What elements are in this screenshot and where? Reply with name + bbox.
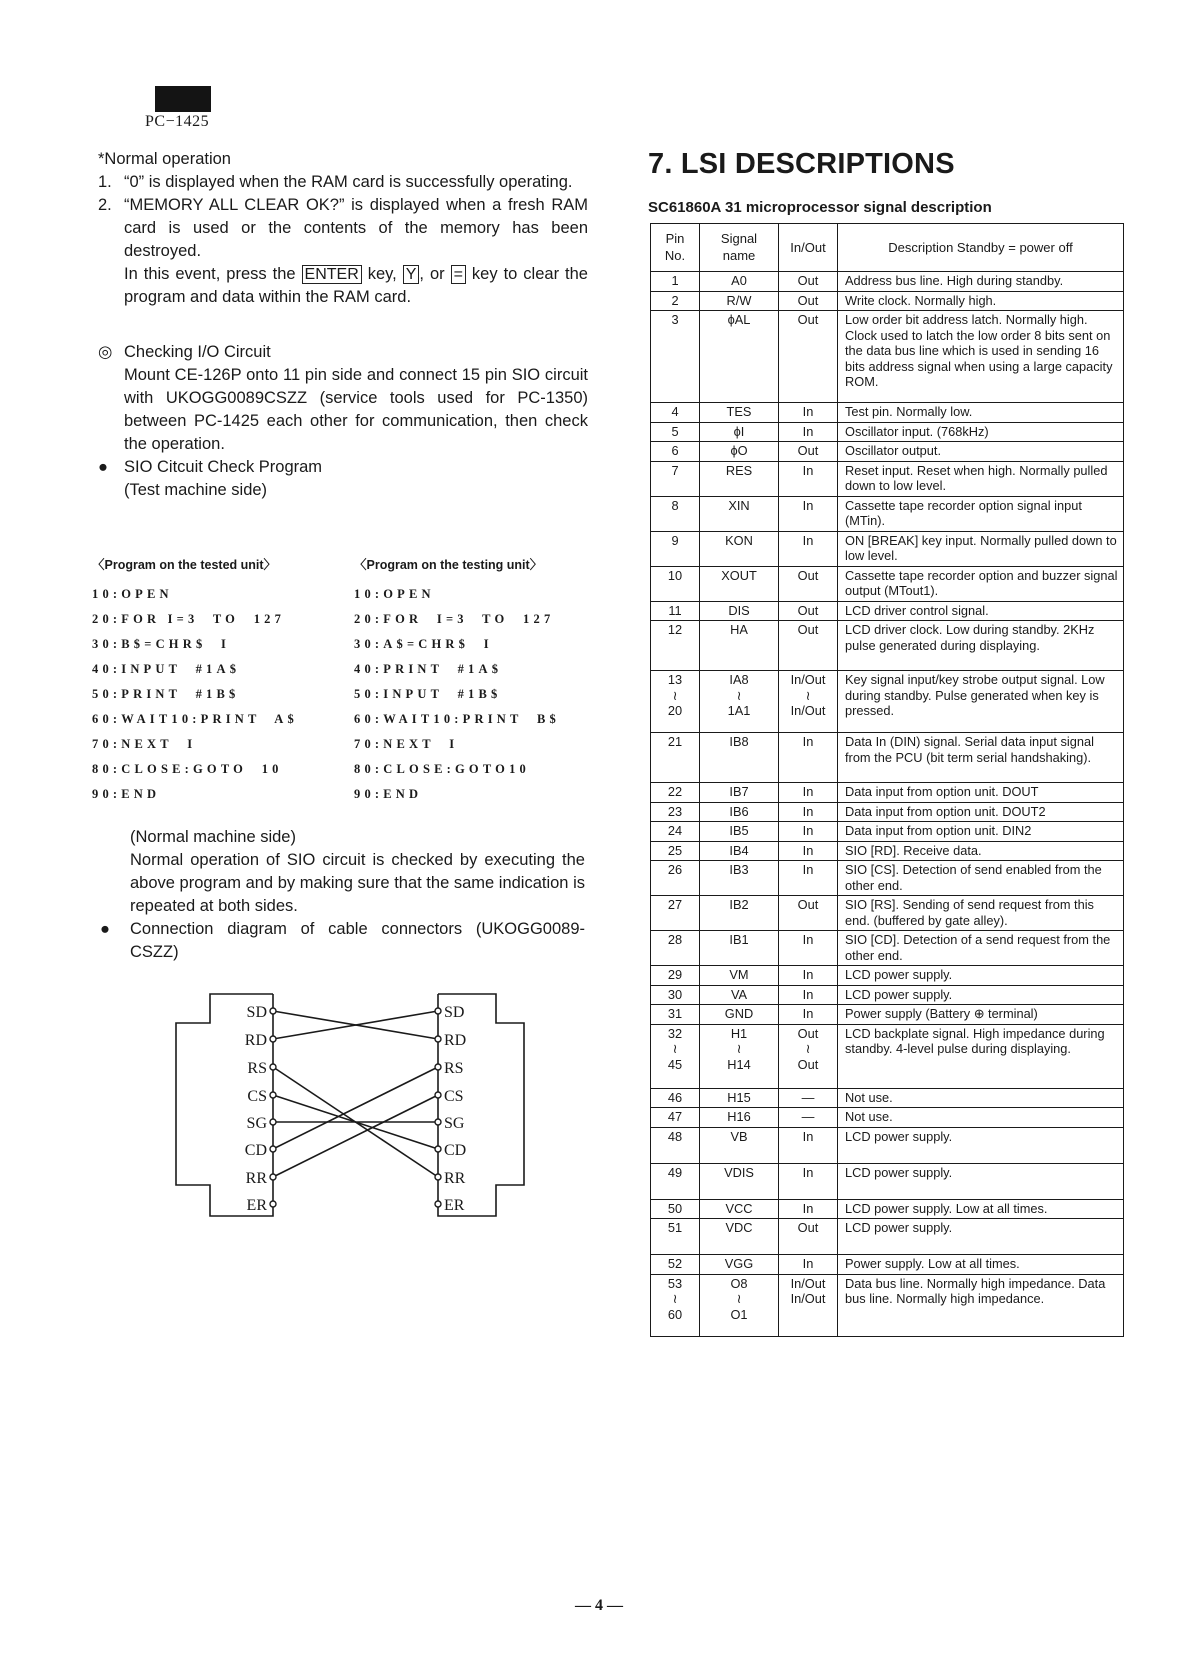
code-line: 30:A$=CHR$ I: [354, 637, 493, 651]
table-row: [651, 1127, 1124, 1163]
io-cell: Out: [779, 601, 838, 621]
io-cell: In: [779, 733, 838, 783]
sio-program-subtitle: (Test machine side): [124, 481, 268, 499]
code-line: 40:PRINT #1A$: [354, 662, 503, 676]
signal-cell: VDC: [700, 1219, 779, 1255]
column-header-signal: Signal name: [700, 224, 779, 272]
signal-cell: O8 ≀ O1: [700, 1274, 779, 1336]
signal-cell: XOUT: [700, 566, 779, 601]
signal-cell: ϕAL: [700, 311, 779, 403]
io-cell: In: [779, 802, 838, 822]
program-tested-unit: 〈Program on the tested unit〉 10:OPEN 20:FOR I=3 TO 127 30:B$=CHR$ I 40:INPUT #1A$ 50:PRINT #1B$ 60:WAIT10:PRINT A$ 70:NEXT I 80:CLOSE:GOTO 10 90:END: [92, 555, 298, 807]
normal-side-section: [100, 826, 585, 964]
pin-cell: 49: [651, 1163, 700, 1199]
io-cell: In: [779, 422, 838, 442]
cable-connection-diagram: [170, 978, 530, 1228]
io-cell: —: [779, 1088, 838, 1108]
io-cell: Out: [779, 1219, 838, 1255]
left-pin-label: CD: [244, 1142, 267, 1159]
code-line: 20:FOR I=3 TO 127: [92, 612, 286, 626]
io-cell: In: [779, 496, 838, 531]
signal-cell: A0: [700, 272, 779, 292]
signal-cell: H15: [700, 1088, 779, 1108]
signal-cell: H1 ≀ H14: [700, 1024, 779, 1088]
description-cell: Write clock. Normally high.: [838, 291, 1124, 311]
description-cell: Low order bit address latch. Normally high. Clock used to latch the low order 8 bits sent on the data bus line which is used in sending 16 bits address signal when using a large capacity ROM.: [838, 311, 1124, 403]
code-line: 90:END: [92, 787, 161, 801]
left-pin-label: SG: [246, 1115, 267, 1132]
table-row: [651, 601, 1124, 621]
pin-cell: 9: [651, 531, 700, 566]
io-cell: Out: [779, 311, 838, 403]
table-row: [651, 1108, 1124, 1128]
signal-cell: HA: [700, 621, 779, 671]
io-cell: Out: [779, 442, 838, 462]
io-cell: In: [779, 403, 838, 423]
description-cell: Address bus line. High during standby.: [838, 272, 1124, 292]
table-row: [651, 861, 1124, 896]
pin-cell: 2: [651, 291, 700, 311]
section-subtitle: SC61860A 31 microprocessor signal description: [648, 199, 992, 216]
io-cell: In: [779, 531, 838, 566]
code-line: 60:WAIT10:PRINT B$: [354, 712, 560, 726]
enter-key-glyph: ENTER: [302, 265, 362, 284]
pin-cell: 13 ≀ 20: [651, 671, 700, 733]
code-line: 80:CLOSE:GOTO 10: [92, 762, 283, 776]
lsi-signal-table: [650, 223, 1124, 1337]
signal-cell: DIS: [700, 601, 779, 621]
pin-cell: 24: [651, 822, 700, 842]
pin-cell: 48: [651, 1127, 700, 1163]
double-circle-icon: ◎: [98, 343, 113, 361]
table-row: [651, 1199, 1124, 1219]
signal-cell: KON: [700, 531, 779, 566]
pin-cell: 10: [651, 566, 700, 601]
bullet-icon: ●: [98, 458, 108, 476]
normal-operation-section: [98, 148, 588, 502]
left-pin-label: SD: [246, 1004, 267, 1021]
code-line: 70:NEXT I: [92, 737, 197, 751]
right-pin-label: CS: [444, 1088, 464, 1105]
pin-cell: 51: [651, 1219, 700, 1255]
table-row: [651, 733, 1124, 783]
code-line: 50:PRINT #1B$: [92, 687, 240, 701]
table-row: [651, 1005, 1124, 1025]
code-line: 30:B$=CHR$ I: [92, 637, 231, 651]
column-header-description: Description Standby = power off: [838, 224, 1124, 272]
description-cell: Data input from option unit. DOUT: [838, 783, 1124, 803]
pin-cell: 8: [651, 496, 700, 531]
page-number: — 4 —: [575, 1597, 623, 1614]
pin-cell: 7: [651, 461, 700, 496]
table-row: [651, 822, 1124, 842]
description-cell: Key signal input/key strobe output signal. Low during standby. Pulse generated when key is pressed.: [838, 671, 1124, 733]
signal-cell: VM: [700, 966, 779, 986]
table-row: [651, 1255, 1124, 1275]
code-line: 70:NEXT I: [354, 737, 459, 751]
pin-cell: 22: [651, 783, 700, 803]
signal-cell: VCC: [700, 1199, 779, 1219]
connection-heading: ● Connection diagram of cable connectors (UKOGG0089-CSZZ): [100, 920, 585, 961]
signal-cell: IB5: [700, 822, 779, 842]
io-cell: In/Out In/Out: [779, 1274, 838, 1336]
normal-operation-item-1: 1. “0” is displayed when the RAM card is successfully operating.: [98, 173, 573, 191]
right-pin-label: CD: [444, 1142, 467, 1159]
table-row: [651, 311, 1124, 403]
signal-cell: RES: [700, 461, 779, 496]
description-cell: LCD driver control signal.: [838, 601, 1124, 621]
normal-operation-title: *Normal operation: [98, 150, 231, 168]
code-line: 90:END: [354, 787, 423, 801]
table-row: [651, 896, 1124, 931]
table-header-row: [651, 224, 1124, 272]
pin-cell: 28: [651, 931, 700, 966]
right-pin-label: SD: [444, 1004, 465, 1021]
connector-wiring-svg: [170, 978, 530, 1228]
model-label: PC−1425: [145, 113, 210, 130]
io-cell: —: [779, 1108, 838, 1128]
pin-cell: 25: [651, 841, 700, 861]
description-cell: Data input from option unit. DOUT2: [838, 802, 1124, 822]
code-line: 40:INPUT #1A$: [92, 662, 241, 676]
pin-cell: 6: [651, 442, 700, 462]
description-cell: LCD power supply.: [838, 966, 1124, 986]
table-row: [651, 1088, 1124, 1108]
table-row: [651, 931, 1124, 966]
io-cell: Out: [779, 291, 838, 311]
left-pin-label: RS: [247, 1060, 267, 1077]
pin-cell: 1: [651, 272, 700, 292]
normal-side-body: Normal operation of SIO circuit is checked by executing the above program and by making sure that the same indication is repeated at both sides.: [130, 851, 585, 915]
description-cell: Power supply (Battery ⊕ terminal): [838, 1005, 1124, 1025]
table-row: [651, 272, 1124, 292]
logo-block: [155, 86, 211, 112]
table-row: [651, 291, 1124, 311]
right-pin-label: SG: [444, 1115, 465, 1132]
signal-cell: IB3: [700, 861, 779, 896]
table-body: [651, 272, 1124, 1337]
table-row: [651, 841, 1124, 861]
io-cell: In: [779, 822, 838, 842]
table-row: [651, 966, 1124, 986]
left-pin-label: RD: [244, 1032, 267, 1049]
table-row: [651, 531, 1124, 566]
description-cell: ON [BREAK] key input. Normally pulled down to low level.: [838, 531, 1124, 566]
io-cell: In: [779, 861, 838, 896]
signal-cell: H16: [700, 1108, 779, 1128]
table-row: [651, 422, 1124, 442]
pin-cell: 47: [651, 1108, 700, 1128]
signal-cell: VA: [700, 985, 779, 1005]
table-row: [651, 985, 1124, 1005]
description-cell: LCD driver clock. Low during standby. 2KHz pulse generated during displaying.: [838, 621, 1124, 671]
pin-cell: 4: [651, 403, 700, 423]
signal-cell: IB1: [700, 931, 779, 966]
table-row: [651, 1024, 1124, 1088]
pin-cell: 26: [651, 861, 700, 896]
io-cell: In: [779, 1199, 838, 1219]
description-cell: Data In (DIN) signal. Serial data input signal from the PCU (bit term serial handshaking).: [838, 733, 1124, 783]
description-cell: LCD power supply.: [838, 1219, 1124, 1255]
pin-cell: 32 ≀ 45: [651, 1024, 700, 1088]
description-cell: SIO [RD]. Receive data.: [838, 841, 1124, 861]
program-testing-unit: 〈Program on the testing unit〉 10:OPEN 20:FOR I=3 TO 127 30:A$=CHR$ I 40:PRINT #1A$ 50:INPUT #1B$ 60:WAIT10:PRINT B$ 70:NEXT I 80:CLOSE:GOTO10 90:END: [354, 555, 560, 807]
clear-instruction: In this event, press the ENTER key, Y , or = key to clear the program and data within the RAM card.: [124, 265, 588, 306]
io-check-heading: ◎ Checking I/O Circuit: [98, 341, 588, 364]
right-pin-label: RS: [444, 1060, 464, 1077]
right-pin-label: RR: [444, 1170, 466, 1187]
code-line: 10:OPEN: [354, 587, 435, 601]
io-cell: In: [779, 841, 838, 861]
signal-cell: TES: [700, 403, 779, 423]
description-cell: LCD power supply.: [838, 985, 1124, 1005]
code-line: 50:INPUT #1B$: [354, 687, 502, 701]
pin-cell: 11: [651, 601, 700, 621]
signal-cell: GND: [700, 1005, 779, 1025]
left-pin-label: ER: [246, 1197, 267, 1214]
signal-cell: IB8: [700, 733, 779, 783]
pin-cell: 23: [651, 802, 700, 822]
left-pin-label: RR: [245, 1170, 267, 1187]
description-cell: SIO [RS]. Sending of send request from this end. (buffered by gate alley).: [838, 896, 1124, 931]
io-cell: In: [779, 783, 838, 803]
description-cell: Power supply. Low at all times.: [838, 1255, 1124, 1275]
signal-cell: IB4: [700, 841, 779, 861]
io-cell: In: [779, 1163, 838, 1199]
pin-cell: 52: [651, 1255, 700, 1275]
table-row: [651, 621, 1124, 671]
description-cell: SIO [CD]. Detection of a send request from the other end.: [838, 931, 1124, 966]
signal-cell: IB6: [700, 802, 779, 822]
description-cell: LCD power supply. Low at all times.: [838, 1199, 1124, 1219]
io-cell: In/Out ≀ In/Out: [779, 671, 838, 733]
table-row: [651, 496, 1124, 531]
y-key-glyph: Y: [403, 265, 420, 284]
table-row: [651, 442, 1124, 462]
pin-cell: 53 ≀ 60: [651, 1274, 700, 1336]
section-title: 7. LSI DESCRIPTIONS: [648, 148, 955, 180]
column-header-pin: Pin No.: [651, 224, 700, 272]
description-cell: LCD backplate signal. High impedance during standby. 4-level pulse during displaying.: [838, 1024, 1124, 1088]
table-row: [651, 783, 1124, 803]
pin-cell: 30: [651, 985, 700, 1005]
signal-cell: IB2: [700, 896, 779, 931]
io-cell: In: [779, 1255, 838, 1275]
description-cell: Data input from option unit. DIN2: [838, 822, 1124, 842]
table-row: [651, 671, 1124, 733]
table-row: [651, 461, 1124, 496]
table-row: [651, 403, 1124, 423]
normal-operation-item-2: 2. “MEMORY ALL CLEAR OK?” is displayed when a fresh RAM card is used or the contents of the memory has been destroyed.: [98, 196, 588, 260]
io-cell: Out: [779, 621, 838, 671]
table-row: [651, 802, 1124, 822]
description-cell: LCD power supply.: [838, 1127, 1124, 1163]
signal-cell: VB: [700, 1127, 779, 1163]
io-cell: Out ≀ Out: [779, 1024, 838, 1088]
pin-cell: 29: [651, 966, 700, 986]
description-cell: Oscillator output.: [838, 442, 1124, 462]
bullet-icon: ●: [100, 920, 110, 938]
io-cell: In: [779, 461, 838, 496]
signal-cell: IA8 ≀ 1A1: [700, 671, 779, 733]
signal-cell: VDIS: [700, 1163, 779, 1199]
table-row: [651, 1163, 1124, 1199]
table-row: [651, 566, 1124, 601]
normal-side-title: (Normal machine side): [130, 828, 296, 846]
right-pin-label: ER: [444, 1197, 465, 1214]
code-line: 80:CLOSE:GOTO10: [354, 762, 530, 776]
left-pin-label: CS: [247, 1088, 267, 1105]
io-cell: In: [779, 931, 838, 966]
code-line: 60:WAIT10:PRINT A$: [92, 712, 298, 726]
pin-cell: 50: [651, 1199, 700, 1219]
code-line: 20:FOR I=3 TO 127: [354, 612, 555, 626]
description-cell: Not use.: [838, 1108, 1124, 1128]
right-pin-label: RD: [444, 1032, 467, 1049]
pin-cell: 3: [651, 311, 700, 403]
description-cell: SIO [CS]. Detection of send enabled from the other end.: [838, 861, 1124, 896]
signal-cell: IB7: [700, 783, 779, 803]
description-cell: Oscillator input. (768kHz): [838, 422, 1124, 442]
signal-cell: R/W: [700, 291, 779, 311]
pin-cell: 27: [651, 896, 700, 931]
io-cell: Out: [779, 896, 838, 931]
io-cell: In: [779, 985, 838, 1005]
description-cell: Not use.: [838, 1088, 1124, 1108]
io-cell: Out: [779, 566, 838, 601]
signal-cell: XIN: [700, 496, 779, 531]
description-cell: Data bus line. Normally high impedance. Data bus line. Normally high impedance.: [838, 1274, 1124, 1336]
io-cell: In: [779, 1127, 838, 1163]
description-cell: Test pin. Normally low.: [838, 403, 1124, 423]
sio-program-heading: ● SIO Citcuit Check Program: [98, 456, 588, 479]
description-cell: Cassette tape recorder option and buzzer signal output (MTout1).: [838, 566, 1124, 601]
pin-cell: 31: [651, 1005, 700, 1025]
pin-cell: 5: [651, 422, 700, 442]
io-cell: Out: [779, 272, 838, 292]
description-cell: Reset input. Reset when high. Normally pulled down to low level.: [838, 461, 1124, 496]
signal-cell: VGG: [700, 1255, 779, 1275]
equals-key-glyph: =: [451, 265, 466, 284]
signal-cell: ϕI: [700, 422, 779, 442]
pin-cell: 12: [651, 621, 700, 671]
io-cell: In: [779, 966, 838, 986]
code-line: 10:OPEN: [92, 587, 173, 601]
description-cell: LCD power supply.: [838, 1163, 1124, 1199]
pin-cell: 21: [651, 733, 700, 783]
pin-cell: 46: [651, 1088, 700, 1108]
description-cell: Cassette tape recorder option signal input (MTin).: [838, 496, 1124, 531]
io-check-body: Mount CE-126P onto 11 pin side and connect 15 pin SIO circuit with UKOGG0089CSZZ (service tools used for PC-1350) between PC-1425 each other for communication, then check the operation.: [124, 366, 588, 453]
signal-cell: ϕO: [700, 442, 779, 462]
io-cell: In: [779, 1005, 838, 1025]
column-header-io: In/Out: [779, 224, 838, 272]
table-row: [651, 1274, 1124, 1336]
table-row: [651, 1219, 1124, 1255]
